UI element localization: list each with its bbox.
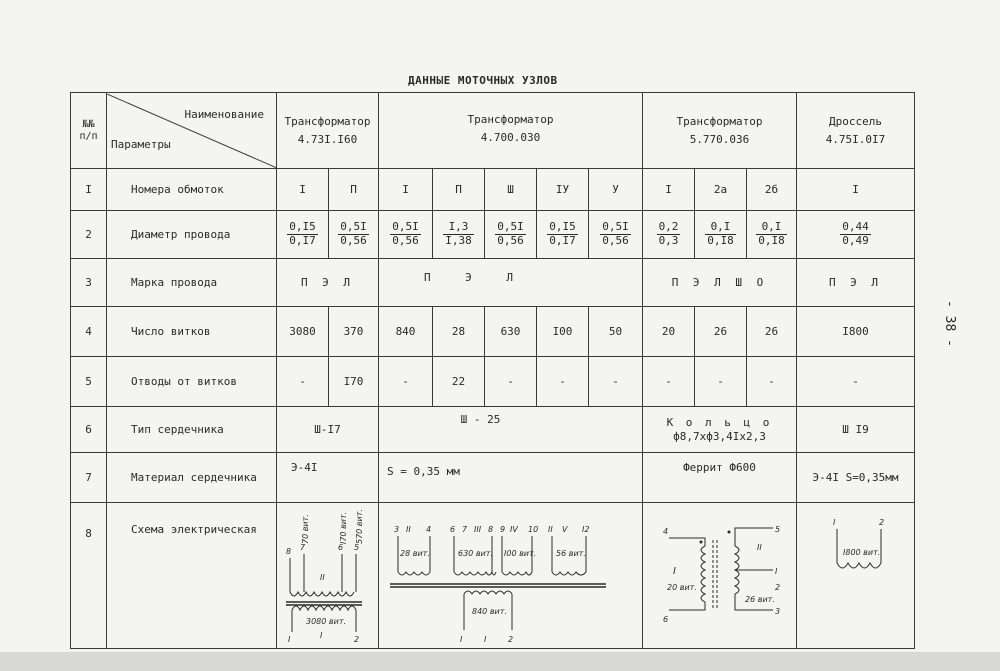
- transformer-3-schematic: [645, 506, 795, 646]
- wire-diameter: [379, 211, 433, 259]
- turns-count: 26: [695, 307, 747, 357]
- tap-value: -: [485, 357, 537, 407]
- scheme-label: 26 вит.: [744, 594, 775, 604]
- document-title: ДАННЫЕ МОТОЧНЫХ УЗЛОВ: [408, 74, 558, 87]
- scheme-label: 6: [337, 542, 343, 552]
- core-ring-label: К о л ь ц о: [666, 416, 773, 430]
- winding-number: П: [433, 169, 485, 211]
- scheme-label: 6: [449, 524, 455, 534]
- wire-diameter: [747, 211, 797, 259]
- wire-diameter: [695, 211, 747, 259]
- scheme-label: 7: [299, 542, 305, 552]
- winding-number: I: [797, 169, 915, 211]
- scheme-label: I: [459, 634, 462, 644]
- header-row: [71, 93, 915, 169]
- table-row: [71, 169, 915, 211]
- page-bottom-edge: [0, 652, 1000, 671]
- scheme-label: 8: [487, 524, 493, 534]
- scheme-label: 840 вит.: [471, 606, 507, 616]
- core-material: S = 0,35 мм: [379, 453, 643, 503]
- component-header-1: [277, 93, 379, 169]
- page-number: - 38 -: [942, 300, 957, 347]
- core-type: Ш - 25: [379, 407, 643, 453]
- scheme-label: 2: [353, 634, 359, 644]
- winding-number: I: [277, 169, 329, 211]
- diameter-bare: 0,5I: [392, 220, 419, 234]
- component-code: 4.700.030: [480, 130, 541, 144]
- turns-count: I00: [537, 307, 589, 357]
- scheme-label: 5: [353, 542, 359, 552]
- scheme-label: 56 вит.: [555, 548, 586, 558]
- tap-value: -: [747, 357, 797, 407]
- wire-brand: П Э Л Ш О: [643, 259, 797, 307]
- scheme-label: I70 вит.: [338, 511, 348, 544]
- diameter-bare: 0,44: [842, 220, 869, 234]
- diameter-bare: 0,5I: [340, 220, 367, 234]
- wire-brand: П Э Л: [379, 259, 643, 307]
- row-number: 5: [71, 357, 107, 407]
- scheme-label: 6: [662, 614, 668, 624]
- scheme-label: III: [473, 524, 481, 534]
- param-name: Отводы от витков: [107, 357, 277, 407]
- diameter-insulated: 0,I8: [758, 234, 785, 247]
- scheme-label: II: [547, 524, 553, 534]
- winding-number: I: [379, 169, 433, 211]
- row-number: 8: [71, 503, 107, 649]
- wire-diameter: [277, 211, 329, 259]
- winding-number: У: [589, 169, 643, 211]
- scheme-label: 4: [662, 526, 668, 536]
- row-number: 2: [71, 211, 107, 259]
- turns-count: I800: [797, 307, 915, 357]
- param-name: Марка провода: [107, 259, 277, 307]
- diameter-insulated: 0,56: [392, 234, 419, 247]
- scheme-transformer-1: [277, 503, 379, 649]
- scheme-label: 570 вит.: [354, 508, 364, 544]
- winding-number: 2а: [695, 169, 747, 211]
- turns-count: 840: [379, 307, 433, 357]
- component-header-2: [379, 93, 643, 169]
- num-header: №№ п/п: [71, 93, 107, 169]
- component-header-3: [643, 93, 797, 169]
- winding-number: Ш: [485, 169, 537, 211]
- core-type: Ш-I7: [277, 407, 379, 453]
- scheme-label: I: [832, 518, 835, 527]
- row-number: 3: [71, 259, 107, 307]
- diameter-bare: 0,I5: [289, 220, 316, 234]
- scheme-label: 3: [774, 606, 780, 616]
- scheme-label: II: [319, 572, 325, 582]
- wire-brand: П Э Л: [277, 259, 379, 307]
- diameter-bare: 0,I: [705, 221, 736, 235]
- diameter-insulated: I,38: [445, 234, 472, 247]
- scheme-label: I800 вит.: [842, 548, 880, 557]
- scheme-label: I: [319, 630, 322, 640]
- scheme-label: 28 вит.: [399, 548, 430, 558]
- scheme-label: I: [672, 565, 676, 577]
- tap-value: -: [695, 357, 747, 407]
- wire-diameter: [589, 211, 643, 259]
- scheme-label: 10: [527, 524, 538, 534]
- turns-count: 28: [433, 307, 485, 357]
- scheme-label: I00 вит.: [503, 548, 536, 558]
- row-number: 7: [71, 453, 107, 503]
- scheme-label: 4: [425, 524, 431, 534]
- table-row: [71, 503, 915, 649]
- scheme-label: I: [483, 634, 486, 644]
- param-name: Число витков: [107, 307, 277, 357]
- winding-number: I: [643, 169, 695, 211]
- table-row: [71, 407, 915, 453]
- core-type-ring: [643, 407, 797, 453]
- turns-count: 20: [643, 307, 695, 357]
- wire-diameter: [485, 211, 537, 259]
- scheme-label: V: [561, 524, 567, 534]
- core-material: Э-4I S=0,35мм: [797, 453, 915, 503]
- windings-table: [70, 92, 915, 649]
- diameter-bare: I,3: [443, 221, 474, 235]
- scheme-label: 7: [461, 524, 467, 534]
- scheme-label: 5: [774, 524, 780, 534]
- core-material: Феррит Ф600: [643, 453, 797, 503]
- scheme-label: 9: [499, 524, 505, 534]
- scheme-label: 2: [774, 582, 780, 592]
- scheme-label: 630 вит.: [457, 548, 493, 558]
- scheme-label: 2: [878, 518, 884, 527]
- diameter-insulated: 0,3: [658, 234, 679, 247]
- diameter-insulated: 0,49: [842, 234, 869, 247]
- scheme-label: II: [756, 542, 762, 552]
- scheme-choke: [797, 503, 915, 649]
- table-row: [71, 357, 915, 407]
- choke-schematic: [801, 503, 911, 593]
- params-label: Параметры: [111, 138, 171, 152]
- scheme-label: 20 вит.: [666, 582, 697, 592]
- table-row: [71, 453, 915, 503]
- transformer-2-schematic: [380, 506, 642, 646]
- scheme-label: 3080 вит.: [305, 616, 346, 626]
- diameter-bare: 0,2: [658, 220, 679, 234]
- component-header-4: [797, 93, 915, 169]
- wire-brand: П Э Л: [797, 259, 915, 307]
- tap-value: -: [589, 357, 643, 407]
- name-label: Наименование: [184, 107, 264, 121]
- core-material: Э-4I: [277, 453, 379, 503]
- scheme-label: 70 вит.: [300, 513, 310, 544]
- turns-count: 370: [329, 307, 379, 357]
- row-number: 4: [71, 307, 107, 357]
- row-number: 6: [71, 407, 107, 453]
- scheme-transformer-3: [643, 503, 797, 649]
- diameter-insulated: 0,I7: [549, 234, 576, 247]
- scheme-label: IV: [509, 524, 518, 534]
- scheme-label: 8: [285, 546, 291, 556]
- wire-diameter: [537, 211, 589, 259]
- param-name: Диаметр провода: [107, 211, 277, 259]
- component-name: Дроссель: [829, 114, 882, 128]
- component-name: Трансформатор: [676, 114, 763, 128]
- params-header: [107, 93, 277, 169]
- scheme-label: II: [405, 524, 411, 534]
- param-name: Материал сердечника: [107, 453, 277, 503]
- winding-number: IУ: [537, 169, 589, 211]
- wire-diameter: [329, 211, 379, 259]
- scheme-label: I: [774, 566, 777, 576]
- table-row: [71, 307, 915, 357]
- tap-value: -: [277, 357, 329, 407]
- core-ring-size: ф8,7хф3,4Iх2,3: [673, 429, 766, 443]
- turns-count: 26: [747, 307, 797, 357]
- table-row: [71, 259, 915, 307]
- component-code: 4.75I.0I7: [825, 132, 886, 146]
- scheme-label: 3: [393, 524, 399, 534]
- scheme-label: I2: [581, 524, 589, 534]
- component-code: 4.73I.I60: [297, 132, 358, 146]
- diameter-bare: 0,I: [756, 221, 787, 235]
- tap-value: 22: [433, 357, 485, 407]
- diameter-insulated: 0,56: [602, 234, 629, 247]
- component-code: 5.770.036: [689, 132, 750, 146]
- diameter-bare: 0,5I: [497, 220, 524, 234]
- diameter-insulated: 0,56: [340, 234, 367, 247]
- winding-number: 2б: [747, 169, 797, 211]
- diameter-bare: 0,I5: [549, 220, 576, 234]
- diameter-bare: 0,5I: [602, 220, 629, 234]
- row-number: I: [71, 169, 107, 211]
- diagonal-line: [107, 94, 277, 168]
- table-row: [71, 211, 915, 259]
- param-name: Номера обмоток: [107, 169, 277, 211]
- diameter-insulated: 0,56: [497, 234, 524, 247]
- turns-count: 3080: [277, 307, 329, 357]
- turns-count: 630: [485, 307, 537, 357]
- winding-number: П: [329, 169, 379, 211]
- tap-value: -: [537, 357, 589, 407]
- component-name: Трансформатор: [284, 114, 371, 128]
- tap-value: I70: [329, 357, 379, 407]
- diameter-insulated: 0,I7: [289, 234, 316, 247]
- transformer-1-schematic: [278, 506, 378, 646]
- diameter-insulated: 0,I8: [707, 234, 734, 247]
- wire-diameter: [643, 211, 695, 259]
- tap-value: -: [379, 357, 433, 407]
- param-name: Тип сердечника: [107, 407, 277, 453]
- component-name: Трансформатор: [467, 113, 554, 126]
- tap-value: -: [797, 357, 915, 407]
- tap-value: -: [643, 357, 695, 407]
- turns-count: 50: [589, 307, 643, 357]
- scheme-transformer-2: [379, 503, 643, 649]
- scheme-label: I: [287, 634, 290, 644]
- core-type: Ш I9: [797, 407, 915, 453]
- param-name: Схема электрическая: [107, 503, 277, 649]
- wire-diameter: [797, 211, 915, 259]
- wire-diameter: [433, 211, 485, 259]
- scheme-label: 2: [507, 634, 513, 644]
